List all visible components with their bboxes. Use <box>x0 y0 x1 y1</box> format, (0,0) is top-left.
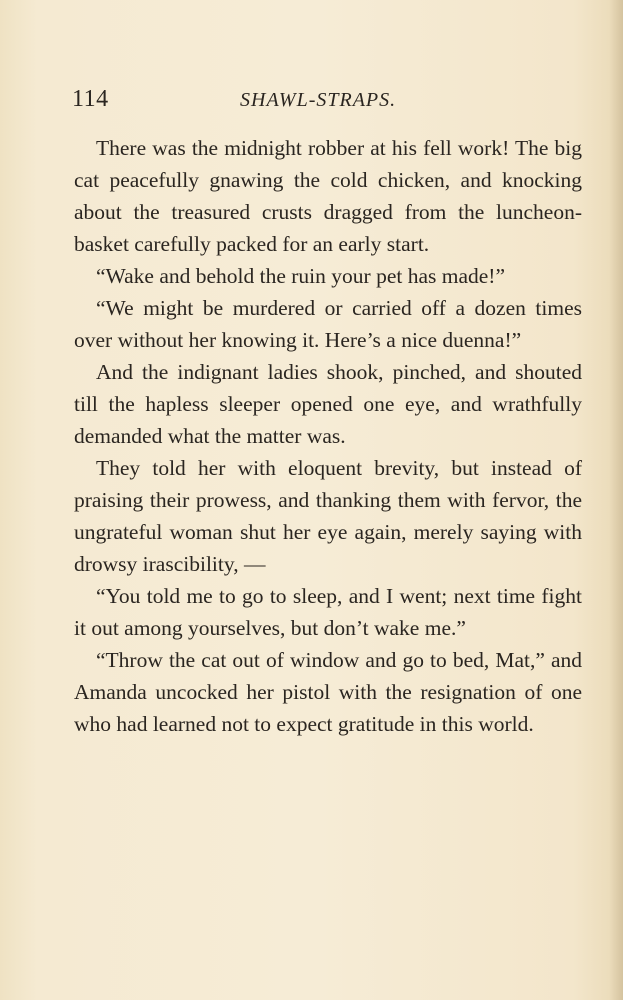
running-head: SHAWL-STRAPS. <box>240 89 397 111</box>
paragraph: They told her with eloquent brevity, but instead of praising their prowess, and thanking them with fervor, the ungrateful woman shut her eye again, merely saying with drowsy irascibility, — <box>74 456 582 576</box>
paragraph: “You told me to go to sleep, and I went; next time fight it out among yourselves, but don’t wake me.” <box>74 584 582 640</box>
page-header <box>72 86 582 116</box>
paragraph: And the indignant ladies shook, pinched, and shouted till the hapless sleeper opened one eye, and wrathfully demanded what the matter was. <box>74 360 582 448</box>
paragraph: There was the midnight robber at his fell work! The big cat peacefully gnawing the cold chicken, and knocking about the treasured crusts dragged from the luncheon-basket carefully packed for an early start. <box>74 136 582 256</box>
body-text <box>74 132 582 740</box>
paragraph: “We might be murdered or carried off a dozen times over without her knowing it. Here’s a nice duenna!” <box>74 296 582 352</box>
page-number: 114 <box>72 86 109 112</box>
page-edge-shadow <box>609 0 623 1000</box>
paragraph: “Wake and behold the ruin your pet has made!” <box>96 264 506 288</box>
paragraph: “Throw the cat out of window and go to bed, Mat,” and Amanda uncocked her pistol with the resignation of one who had learned not to expect gratitude in this world. <box>74 648 582 736</box>
